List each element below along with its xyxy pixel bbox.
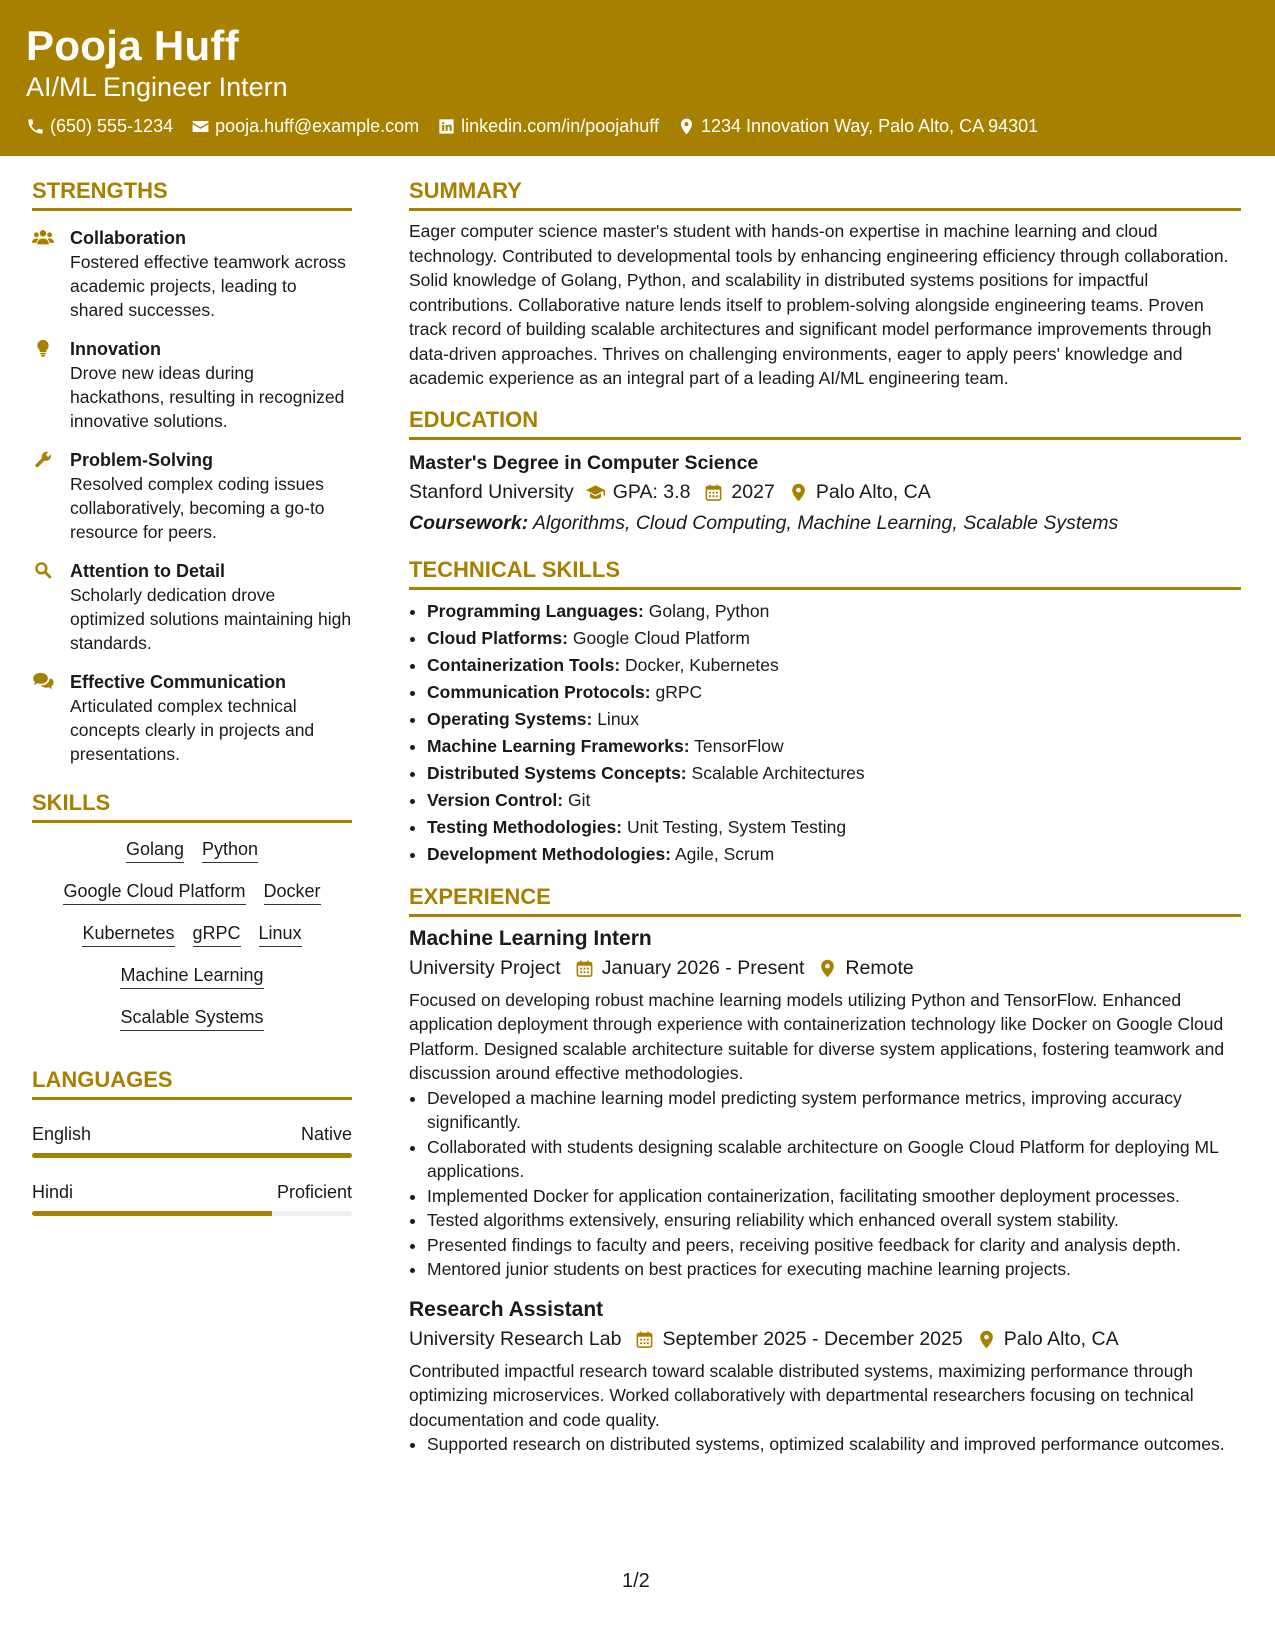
- list-item: • Implemented Docker for application containerization, facilitating smoother deployment processes.: [427, 1184, 1241, 1209]
- right-column: [409, 178, 1241, 1457]
- calendar-icon: [704, 483, 723, 502]
- phone-icon: [26, 117, 45, 136]
- graduation-year: 2027: [731, 480, 775, 503]
- language-proficiency-bar: [32, 1153, 352, 1158]
- language-proficiency-fill: [32, 1153, 352, 1158]
- skill-values: Git: [568, 789, 591, 810]
- skill-tag: Linux: [259, 923, 302, 947]
- strength-desc: Drove new ideas during hackathons, resulting in recognized innovative solutions.: [70, 363, 345, 431]
- candidate-title: AI/ML Engineer Intern: [26, 72, 288, 102]
- candidate-name: Pooja Huff: [26, 22, 239, 69]
- job-location: Palo Alto, CA: [1003, 1327, 1119, 1350]
- list-item: • Tested algorithms extensively, ensuring reliability which enhanced overall system stability.: [427, 1208, 1241, 1233]
- job-dates: September 2025 - December 2025: [662, 1327, 963, 1350]
- skill-tag: Kubernetes: [82, 923, 174, 947]
- strength-desc: Fostered effective teamwork across academic projects, leading to shared successes.: [70, 252, 346, 320]
- job-org: University Project: [409, 956, 561, 979]
- list-item: • Collaborated with students designing scalable architecture on Google Cloud Platform for deploying ML applications.: [427, 1135, 1241, 1184]
- skill-values: gRPC: [655, 681, 703, 702]
- list-item: [427, 625, 1241, 652]
- school-name: Stanford University: [409, 480, 574, 503]
- skills-list: [32, 839, 352, 1031]
- skill-category: Testing Methodologies:: [427, 816, 623, 837]
- job-entry: [409, 1298, 1241, 1457]
- contact-email[interactable]: [191, 116, 419, 137]
- summary-heading: SUMMARY: [409, 178, 1241, 211]
- technical-skills-list: [409, 598, 1241, 868]
- language-name: Hindi: [32, 1182, 74, 1202]
- job-bullets: [409, 1086, 1241, 1282]
- skill-category: Cloud Platforms:: [427, 627, 568, 648]
- contact-info: [26, 116, 1038, 137]
- skill-values: Golang, Python: [648, 600, 770, 621]
- language-level: Proficient: [276, 1182, 352, 1202]
- map-pin-icon: [677, 117, 696, 136]
- skill-values: Unit Testing, System Testing: [626, 816, 847, 837]
- map-pin-icon: [789, 483, 808, 502]
- list-item: [427, 679, 1241, 706]
- skill-tag: Google Cloud Platform: [63, 881, 245, 905]
- list-item: • Supported research on distributed systems, optimized scalability and improved performance outcomes.: [427, 1432, 1241, 1457]
- education-location: Palo Alto, CA: [815, 480, 931, 503]
- strength-item: [32, 559, 352, 655]
- job-meta: [409, 957, 1241, 980]
- coursework-list: Algorithms, Cloud Computing, Machine Learning, Scalable Systems: [532, 511, 1119, 534]
- job-description: Contributed impactful research toward scalable distributed systems, maximizing performance through optimizing microservices. Worked collaboratively with departmental researchers focusing on technical documentation and code quality.: [409, 1360, 1194, 1430]
- skill-category: Communication Protocols:: [427, 681, 651, 702]
- language-proficiency-bar: [32, 1211, 352, 1216]
- strengths-heading: STRENGTHS: [32, 178, 352, 211]
- skill-tag: Docker: [264, 881, 321, 905]
- gpa: GPA: 3.8: [612, 480, 691, 503]
- contact-phone[interactable]: [26, 116, 173, 137]
- summary-text: Eager computer science master's student with hands-on expertise in machine learning and cloud technology. Contributed to developmental tools by enhancing engineering efficiency through collaboration. Solid knowledge of Golang, Python, and scalability in distributed systems positions for impactful contributions. Collaborative nature lends itself to problem-solving alongside engineering teams. Proven track record of building scalable architectures and significant model performance improvements through data-driven approaches. Thrives on challenging environments, eager to apply peers' knowledge and academic experience as an integral part of a leading AI/ML engineering team.: [409, 221, 1229, 388]
- envelope-icon: [191, 117, 210, 136]
- strength-name: Attention to Detail: [70, 561, 225, 581]
- list-item: [427, 760, 1241, 787]
- language-level: Native: [300, 1124, 352, 1144]
- contact-linkedin[interactable]: [437, 116, 659, 137]
- list-item: [427, 652, 1241, 679]
- users-icon: [32, 228, 54, 246]
- strength-desc: Resolved complex coding issues collaboratively, becoming a go-to resource for peers.: [70, 474, 325, 542]
- skill-tag: Machine Learning: [120, 965, 263, 989]
- list-item: • Presented findings to faculty and peers, receiving positive feedback for clarity and analysis depth.: [427, 1233, 1241, 1258]
- list-item: • Developed a machine learning model predicting system performance metrics, improving accuracy significantly.: [427, 1086, 1241, 1135]
- degree-name: Master's Degree in Computer Science: [409, 451, 759, 474]
- linkedin-text: linkedin.com/in/poojahuff: [461, 116, 659, 136]
- language-item: [32, 1182, 352, 1216]
- skill-tag: Scalable Systems: [120, 1007, 263, 1031]
- map-pin-icon: [977, 1330, 996, 1349]
- strength-desc: Scholarly dedication drove optimized solutions maintaining high standards.: [70, 585, 352, 653]
- language-item: [32, 1124, 352, 1158]
- skill-values: Google Cloud Platform: [572, 627, 750, 648]
- skill-category: Version Control:: [427, 789, 564, 810]
- strength-item: [32, 226, 352, 322]
- list-item: [427, 814, 1241, 841]
- technical-skills-heading: TECHNICAL SKILLS: [409, 557, 1241, 590]
- list-item: • Mentored junior students on best practices for executing machine learning projects.: [427, 1257, 1241, 1282]
- language-name: English: [32, 1124, 92, 1144]
- strength-name: Innovation: [70, 339, 161, 359]
- comments-icon: [32, 672, 54, 690]
- job-title: Research Assistant: [409, 1297, 604, 1321]
- address-text: 1234 Innovation Way, Palo Alto, CA 94301: [700, 116, 1039, 136]
- resume-header: [0, 0, 1275, 156]
- list-item: [427, 841, 1241, 868]
- job-meta: [409, 1328, 1241, 1351]
- list-item: [427, 706, 1241, 733]
- contact-address: [677, 116, 1038, 137]
- skill-values: Linux: [597, 708, 640, 729]
- job-location: Remote: [845, 956, 914, 979]
- skill-values: TensorFlow: [694, 735, 784, 756]
- skill-tag: Golang: [126, 839, 184, 863]
- search-icon: [32, 561, 54, 579]
- map-pin-icon: [818, 959, 837, 978]
- skill-tag: Python: [202, 839, 258, 863]
- list-item: [427, 787, 1241, 814]
- job-dates: January 2026 - Present: [601, 956, 805, 979]
- skill-category: Programming Languages:: [427, 600, 644, 621]
- skill-category: Distributed Systems Concepts:: [427, 762, 687, 783]
- calendar-icon: [635, 1330, 654, 1349]
- left-column: [32, 178, 352, 1216]
- page-number: 1/2: [622, 1570, 650, 1592]
- wrench-icon: [32, 450, 54, 468]
- graduation-cap-icon: [586, 483, 605, 502]
- calendar-icon: [575, 959, 594, 978]
- strength-desc: Articulated complex technical concepts clearly in projects and presentations.: [70, 696, 315, 764]
- strength-item: [32, 337, 352, 433]
- email-text: pooja.huff@example.com: [215, 116, 420, 136]
- skill-category: Machine Learning Frameworks:: [427, 735, 690, 756]
- skills-heading: SKILLS: [32, 790, 352, 823]
- skill-values: Scalable Architectures: [691, 762, 865, 783]
- strength-item: [32, 670, 352, 766]
- education-heading: EDUCATION: [409, 407, 1241, 440]
- linkedin-icon: [437, 117, 456, 136]
- job-org: University Research Lab: [409, 1327, 622, 1350]
- skill-tag: gRPC: [193, 923, 241, 947]
- job-entry: [409, 927, 1241, 1282]
- job-description: Focused on developing robust machine learning models utilizing Python and TensorFlow. Enhanced application deployment through experience with containerization technology like Docker on Google Cloud Platform. Designed scalable architecture suitable for diverse system applications, fostering teamwork and discussion around effective methodologies.: [409, 989, 1225, 1083]
- strength-name: Collaboration: [70, 228, 186, 248]
- languages-heading: LANGUAGES: [32, 1067, 352, 1100]
- lightbulb-icon: [32, 339, 54, 357]
- skill-category: Operating Systems:: [427, 708, 593, 729]
- education-meta: [409, 481, 1241, 504]
- list-item: [427, 733, 1241, 760]
- language-proficiency-fill: [32, 1211, 272, 1216]
- phone-text: (650) 555-1234: [50, 116, 174, 136]
- strength-item: [32, 448, 352, 544]
- coursework: [409, 512, 1241, 535]
- experience-heading: EXPERIENCE: [409, 884, 1241, 917]
- coursework-label: Coursework:: [409, 511, 529, 534]
- skill-category: Development Methodologies:: [427, 843, 672, 864]
- skill-values: Docker, Kubernetes: [625, 654, 779, 675]
- strength-name: Effective Communication: [70, 672, 287, 692]
- skill-category: Containerization Tools:: [427, 654, 621, 675]
- skill-values: Agile, Scrum: [674, 843, 775, 864]
- strength-name: Problem-Solving: [70, 450, 214, 470]
- job-bullets: [409, 1432, 1241, 1457]
- list-item: [427, 598, 1241, 625]
- job-title: Machine Learning Intern: [409, 926, 652, 950]
